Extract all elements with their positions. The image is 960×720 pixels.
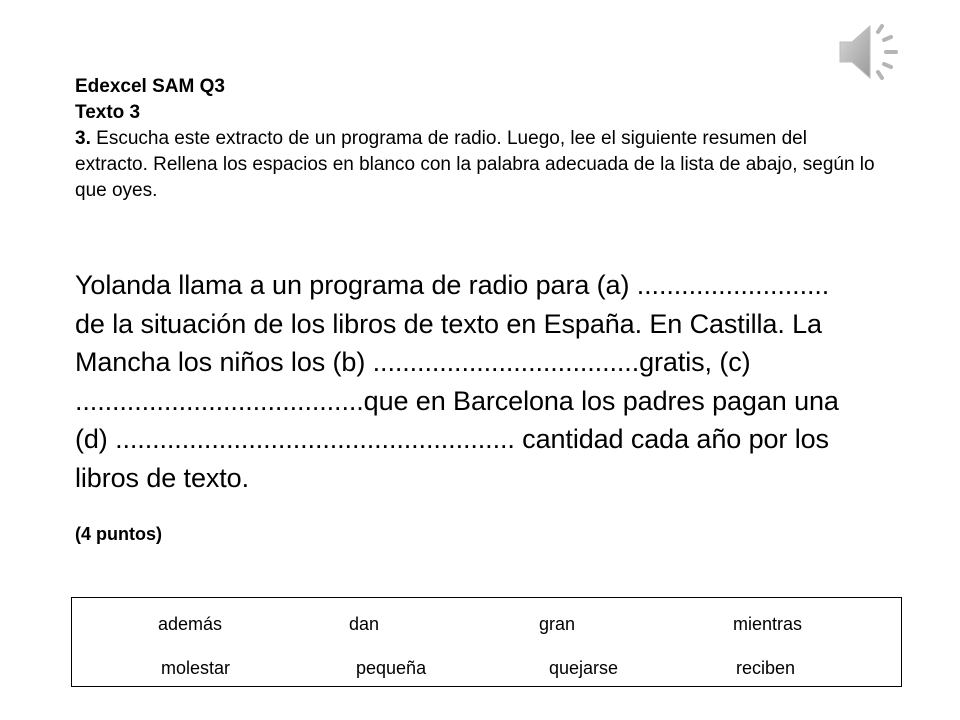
word-option: gran [539,614,576,634]
passage-line: .......................................que en Barcelona los padres pagan una [75,385,839,416]
passage-line: de la situación de los libros de texto en España. En Castilla. La [75,308,822,339]
word-bank [71,597,902,687]
word-option: además [158,614,223,634]
gap-fill-passage [75,266,905,497]
instructions-text: Escucha este extracto de un programa de radio. Luego, lee el siguiente resumen del extracto. Rellena los espacios en blanco con la palabra adecuada de la lista de abajo, según lo que oyes. [75,128,875,201]
text-title: Texto 3 [75,102,141,123]
word-option: pequeña [356,658,427,678]
word-option: mientras [733,614,803,634]
question-number: 3. [75,128,91,149]
points-label: (4 puntos) [75,524,162,544]
instructions [75,126,875,204]
passage-line: libros de texto. [75,462,249,493]
passage-line: Mancha los niños los (b) ....................................gratis, (c) [75,347,751,377]
word-option: quejarse [549,658,619,678]
passage-line: (d) ...................................................... cantidad cada año por los [75,424,829,454]
word-option: reciben [736,658,796,678]
question-header [75,74,875,204]
passage-line: Yolanda llama a un programa de radio para (a) .......................... [75,270,830,300]
word-option: dan [349,614,380,634]
exam-title: Edexcel SAM Q3 [75,76,225,97]
word-option: molestar [161,658,231,678]
